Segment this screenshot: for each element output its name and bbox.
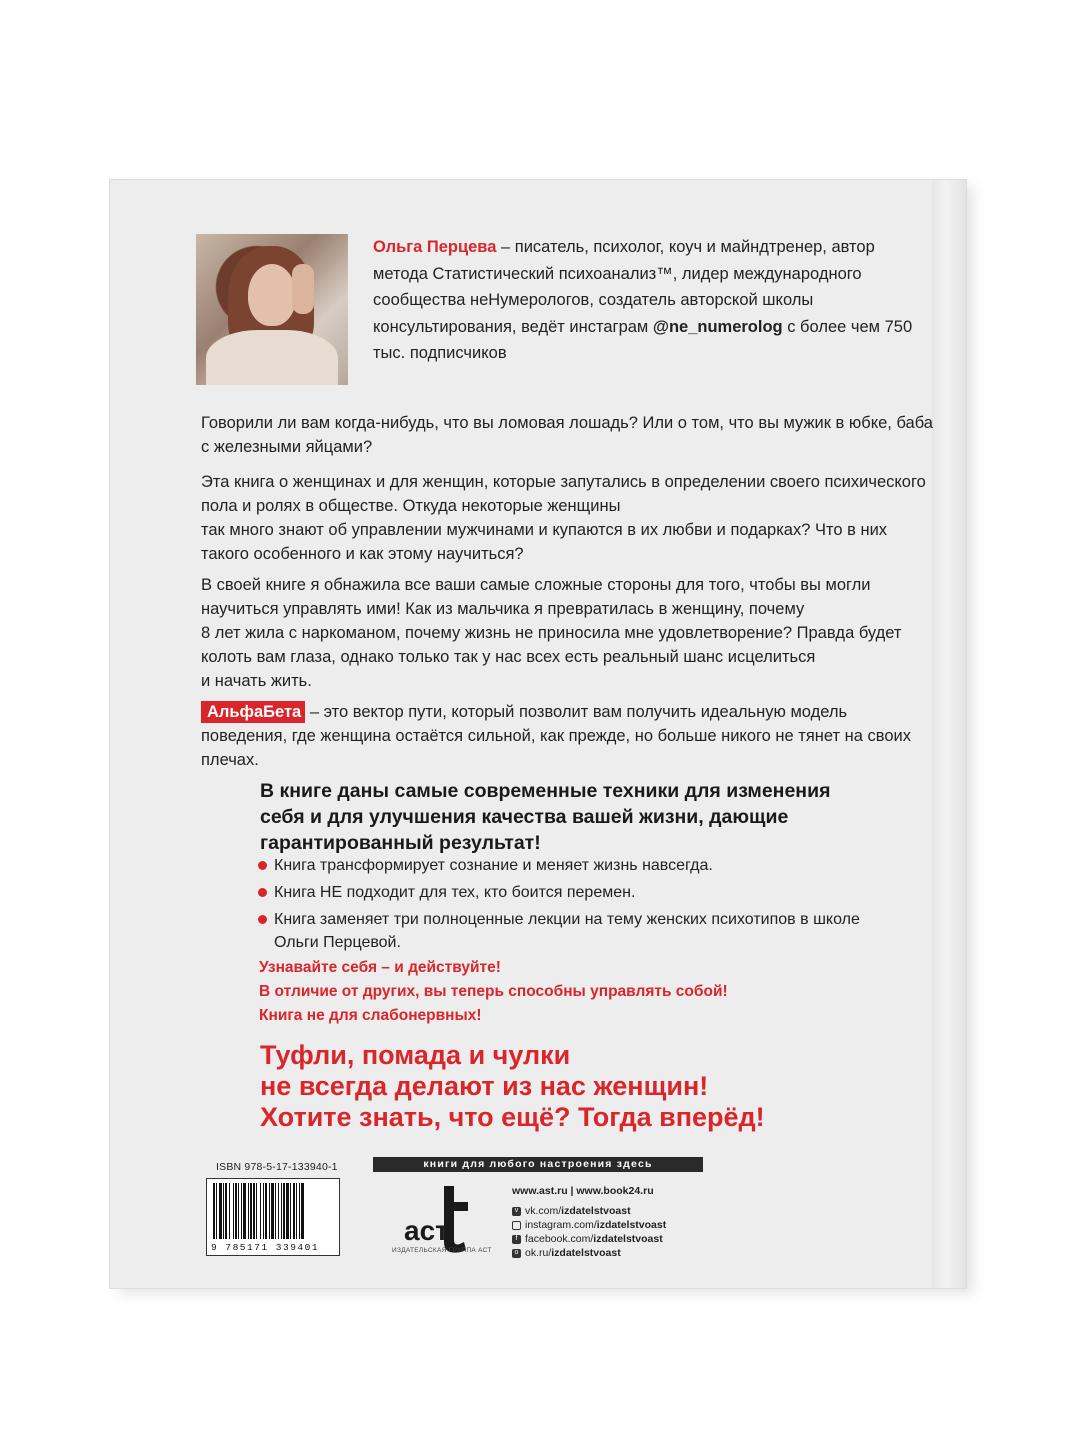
alphabeta-b: Бета bbox=[263, 703, 302, 721]
big-red-slogan bbox=[260, 1040, 900, 1133]
publisher-sites[interactable]: www.ast.ru | www.book24.ru bbox=[512, 1185, 654, 1197]
alphabeta-badge bbox=[201, 701, 305, 723]
isbn-label: ISBN 978-5-17-133940-1 bbox=[216, 1161, 338, 1173]
publisher-links bbox=[512, 1184, 666, 1260]
social-prefix: vk.com/ bbox=[525, 1205, 562, 1217]
social-prefix: facebook.com/ bbox=[525, 1233, 594, 1245]
barcode-number: 9 785171 339401 bbox=[211, 1242, 320, 1253]
big-red-line: не всегда делают из нас женщин! bbox=[260, 1071, 709, 1101]
ast-logo-text: аст bbox=[404, 1215, 449, 1246]
paragraph-2 bbox=[201, 470, 936, 566]
paragraph-1: Говорили ли вам когда-нибудь, что вы ломовая лошадь? Или о том, что вы мужик в юбке, баба с железными яйцами? bbox=[201, 414, 933, 456]
vk-icon: v bbox=[512, 1207, 521, 1216]
facebook-icon: f bbox=[512, 1235, 521, 1244]
red-tagline: Узнавайте себя – и действуйте! bbox=[259, 959, 501, 976]
social-link-ok[interactable] bbox=[512, 1246, 666, 1260]
barcode-bars bbox=[211, 1183, 335, 1239]
paragraph-2-line-2: так много знают об управлении мужчинами и купаются в их любви и подарках? Что в них такого особенного и как этому научиться? bbox=[201, 521, 888, 563]
social-handle: izdatelstvoast bbox=[596, 1219, 667, 1231]
instagram-icon bbox=[512, 1221, 521, 1230]
social-handle: izdatelstvoast bbox=[551, 1247, 621, 1259]
bullet-item: Книга трансформирует сознание и меняет жизнь навсегда. bbox=[256, 854, 896, 877]
book-back-cover bbox=[110, 180, 966, 1288]
paragraph-3 bbox=[201, 573, 936, 693]
paragraph-4-text: – это вектор пути, который позволит вам получить идеальную модель поведения, где женщина остаётся сильной, как прежде, но больше никого не тянет на своих плечах. bbox=[201, 703, 912, 769]
red-tagline: Книга не для слабонервных! bbox=[259, 1007, 482, 1024]
social-handle: izdatelstvoast bbox=[593, 1233, 663, 1245]
paragraph-3-line-1: В своей книге я обнажила все ваши самые сложные стороны для того, чтобы вы могли научиться управлять ими! Как из мальчика я превратилась в женщину, почему bbox=[201, 576, 871, 618]
author-name: Ольга Перцева bbox=[373, 238, 497, 256]
author-handle: @ne_numerolog bbox=[652, 317, 783, 336]
barcode bbox=[206, 1178, 340, 1256]
ok-icon: o bbox=[512, 1249, 521, 1258]
red-taglines bbox=[259, 956, 728, 1028]
social-handle: izdatelstvoast bbox=[561, 1205, 631, 1217]
red-tagline: В отличие от других, вы теперь способны управлять собой! bbox=[259, 983, 728, 1000]
social-link-instagram[interactable] bbox=[512, 1218, 666, 1232]
headline: В книге даны самые современные техники для изменения себя и для улучшения качества вашей жизни, дающие гарантированный результат! bbox=[260, 780, 831, 854]
social-prefix: instagram.com/ bbox=[525, 1219, 597, 1231]
social-link-facebook[interactable] bbox=[512, 1232, 666, 1246]
author-bio-part1: – писатель, психолог, коуч и майндтренер, автор метода Статистический психоанализ™, лидер международного сообщества неНумерологов, создатель авторской школы консультирования, ведёт инстаграм bbox=[373, 238, 875, 336]
bullet-item: Книга заменяет три полноценные лекции на тему женских психотипов в школе Ольги Перцевой. bbox=[256, 908, 896, 954]
bullet-item: Книга НЕ подходит для тех, кто боится перемен. bbox=[256, 881, 896, 904]
book-spine-edge bbox=[932, 180, 966, 1288]
big-red-line: Хотите знать, что ещё? Тогда вперёд! bbox=[260, 1102, 765, 1132]
paragraph-4 bbox=[201, 700, 936, 772]
alphabeta-a: Альфа bbox=[207, 703, 264, 721]
big-red-line: Туфли, помада и чулки bbox=[260, 1040, 571, 1070]
author-photo bbox=[196, 234, 348, 385]
publisher-slogan: книги для любого настроения здесь bbox=[373, 1157, 703, 1172]
paragraph-2-line-1: Эта книга о женщинах и для женщин, которые запутались в определении своего психического пола и ролях в обществе. Откуда некоторые женщины bbox=[201, 473, 926, 515]
ast-logo-caption: ИЗДАТЕЛЬСКАЯ ГРУППА АСТ bbox=[392, 1247, 492, 1254]
paragraph-3-line-3: и начать жить. bbox=[201, 672, 312, 690]
bullet-list bbox=[256, 854, 896, 958]
author-bio bbox=[373, 234, 933, 367]
social-link-vk[interactable] bbox=[512, 1204, 666, 1218]
social-prefix: ok.ru/ bbox=[525, 1247, 552, 1259]
paragraph-3-line-2: 8 лет жила с наркоманом, почему жизнь не приносила мне удовлетворение? Правда будет колоть вам глаза, однако только так у нас всех есть реальный шанс исцелиться bbox=[201, 624, 902, 666]
ast-logo-icon bbox=[392, 1180, 492, 1254]
author-bio-part2: с более чем 750 тыс. подписчиков bbox=[373, 317, 913, 362]
